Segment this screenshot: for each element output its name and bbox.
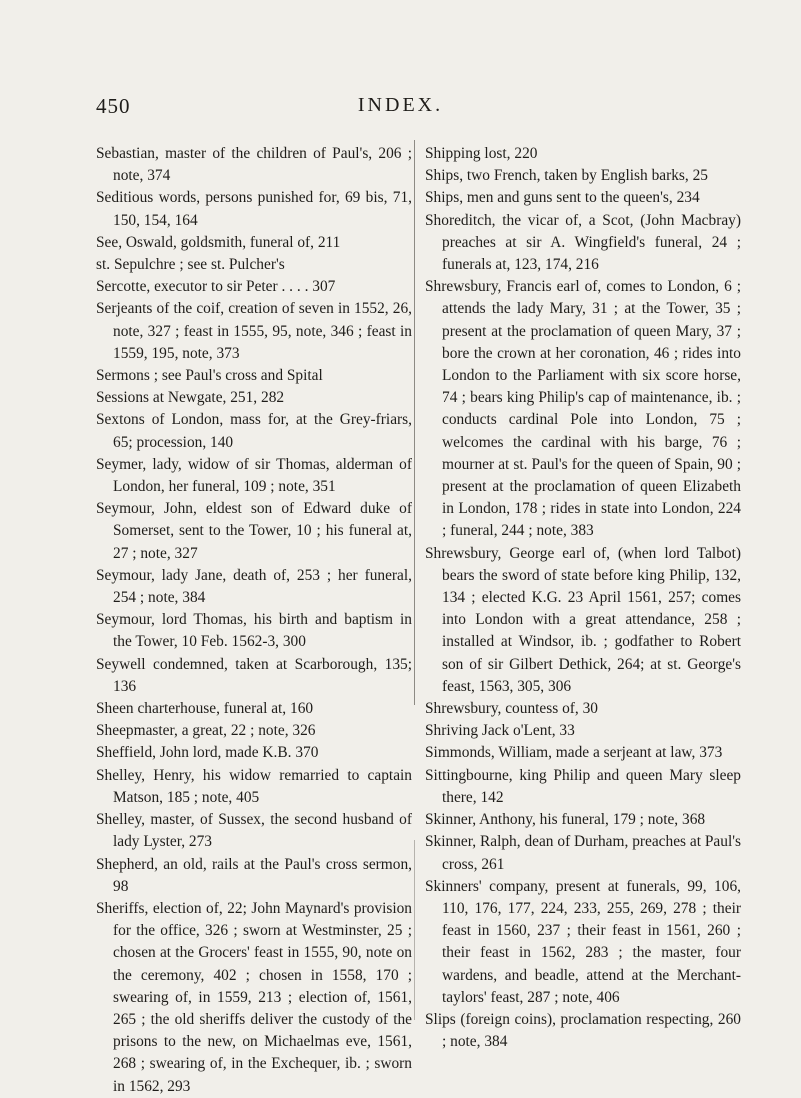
index-entry: See, Oswald, goldsmith, funeral of, 211: [96, 233, 341, 251]
running-head-title: INDEX.: [357, 94, 444, 116]
index-entry: Shriving Jack o'Lent, 33: [425, 722, 575, 740]
index-entry: Shelley, Henry, his widow remarried to captain Matson, 185 ; note, 405: [96, 766, 412, 806]
index-entry: Seymour, lady Jane, death of, 253 ; her funeral, 254 ; note, 384: [96, 566, 412, 607]
index-entry: Sittingbourne, king Philip and queen Mary sleep there, 142: [425, 766, 741, 806]
page-header: [0, 94, 801, 124]
index-entry: Shelley, master, of Sussex, the second husband of lady Lyster, 273: [96, 811, 412, 851]
index-entry: Skinner, Ralph, dean of Durham, preaches at Paul's cross, 261: [425, 833, 741, 873]
index-entry: Sextons of London, mass for, at the Grey-friars, 65; procession, 140: [96, 411, 412, 451]
index-entry: Seymour, John, eldest son of Edward duke of Somerset, sent to the Tower, 10 ; his funeral at, 27 ; note, 327: [96, 500, 412, 562]
index-entry: Sheriffs, election of, 22; John Maynard's provision for the office, 326 ; sworn at Westminster, 25 ; chosen at the Grocers' feast in 1555, 90, note on the ceremony, 402 ; chosen in 1558, 170 ; swearing of, in 1559, 213 ; election of, 1561, 265 ; the old sheriffs deliver the custody of the prisons to the new, on Michaelmas eve, 1561, 268 ; swearing of, in the Exchequer, ib. ; sworn in 1562, 293: [96, 899, 412, 1095]
index-entry: Sheffield, John lord, made K.B. 370: [96, 744, 319, 762]
index-column-left: [96, 143, 412, 1098]
column-divider-lower: [414, 840, 415, 1020]
index-entry: Sessions at Newgate, 251, 282: [96, 389, 285, 407]
index-entry: Shrewsbury, George earl of, (when lord Talbot) bears the sword of state before king Philip, 132, 134 ; elected K.G. 23 April 1561, 257; comes into London with a great attendance, 258 ; installed at Windsor, ib. ; godfather to Robert son of sir Gilbert Dethick, 264; at st. George's feast, 1563, 305, 306: [425, 544, 741, 695]
column-divider: [414, 140, 415, 705]
index-entry: Skinner, Anthony, his funeral, 179 ; note, 368: [425, 811, 706, 829]
index-entry: Shrewsbury, Francis earl of, comes to London, 6 ; attends the lady Mary, 31 ; at the Tower, 35 ; present at the proclamation of queen Mary, 37 ; bore the crown at her coronation, 46 ; rides into London to the Parliament with six score horse, 74 ; bears king Philip's cap of maintenance, ib. ; conducts cardinal Pole into London, 75 ; welcomes the cardinal with his barge, 76 ; mourner at st. Paul's for the queen of Spain, 90 ; present at the proclamation of queen Elizabeth in London, 178 ; rides in state into London, 224 ; funeral, 244 ; note, 383: [425, 278, 741, 540]
index-entry: Shoreditch, the vicar of, a Scot, (John Macbray) preaches at sir A. Wingfield's funeral, 24 ; funerals at, 123, 174, 216: [425, 211, 741, 274]
index-entry: Shipping lost, 220: [425, 145, 538, 162]
index-entry: Serjeants of the coif, creation of seven in 1552, 26, note, 327 ; feast in 1555, 95, note, 346 ; feast in 1559, 195, note, 373: [96, 300, 412, 362]
index-entry: Seditious words, persons punished for, 69 bis, 71, 150, 154, 164: [96, 189, 412, 229]
index-entry: Sebastian, master of the children of Paul's, 206 ; note, 374: [96, 145, 412, 185]
index-entry: Slips (foreign coins), proclamation respecting, 260 ; note, 384: [425, 1010, 741, 1051]
index-entry: Shepherd, an old, rails at the Paul's cross sermon, 98: [96, 855, 412, 895]
index-entry: Ships, two French, taken by English barks, 25: [425, 167, 708, 185]
index-entry: Sheepmaster, a great, 22 ; note, 326: [96, 722, 316, 740]
index-entry: Sheen charterhouse, funeral at, 160: [96, 700, 314, 718]
index-entry: st. Sepulchre ; see st. Pulcher's: [96, 256, 285, 274]
page-number: 450: [96, 94, 131, 118]
index-entry: Sercotte, executor to sir Peter . . . . 307: [96, 278, 336, 296]
index-entry: Skinners' company, present at funerals, 99, 106, 110, 176, 177, 224, 233, 255, 269, 278 ; their feast in 1560, 237 ; their feast in 1561, 260 ; their feast in 1562, 283 ; the master, four wardens, and beadle, attend at the Merchant-taylors' feast, 287 ; note, 406: [425, 877, 741, 1006]
index-entry: Shrewsbury, countess of, 30: [425, 700, 598, 718]
index-entry: Sermons ; see Paul's cross and Spital: [96, 367, 323, 385]
index-entry: Ships, men and guns sent to the queen's, 234: [425, 189, 700, 207]
index-entry: Seywell condemned, taken at Scarborough, 135; 136: [96, 655, 412, 695]
index-column-right: [425, 143, 741, 1053]
index-entry: Seymer, lady, widow of sir Thomas, alderman of London, her funeral, 109 ; note, 351: [96, 455, 412, 496]
index-entry: Seymour, lord Thomas, his birth and baptism in the Tower, 10 Feb. 1562-3, 300: [96, 611, 412, 651]
index-entry: Simmonds, William, made a serjeant at law, 373: [425, 744, 723, 762]
